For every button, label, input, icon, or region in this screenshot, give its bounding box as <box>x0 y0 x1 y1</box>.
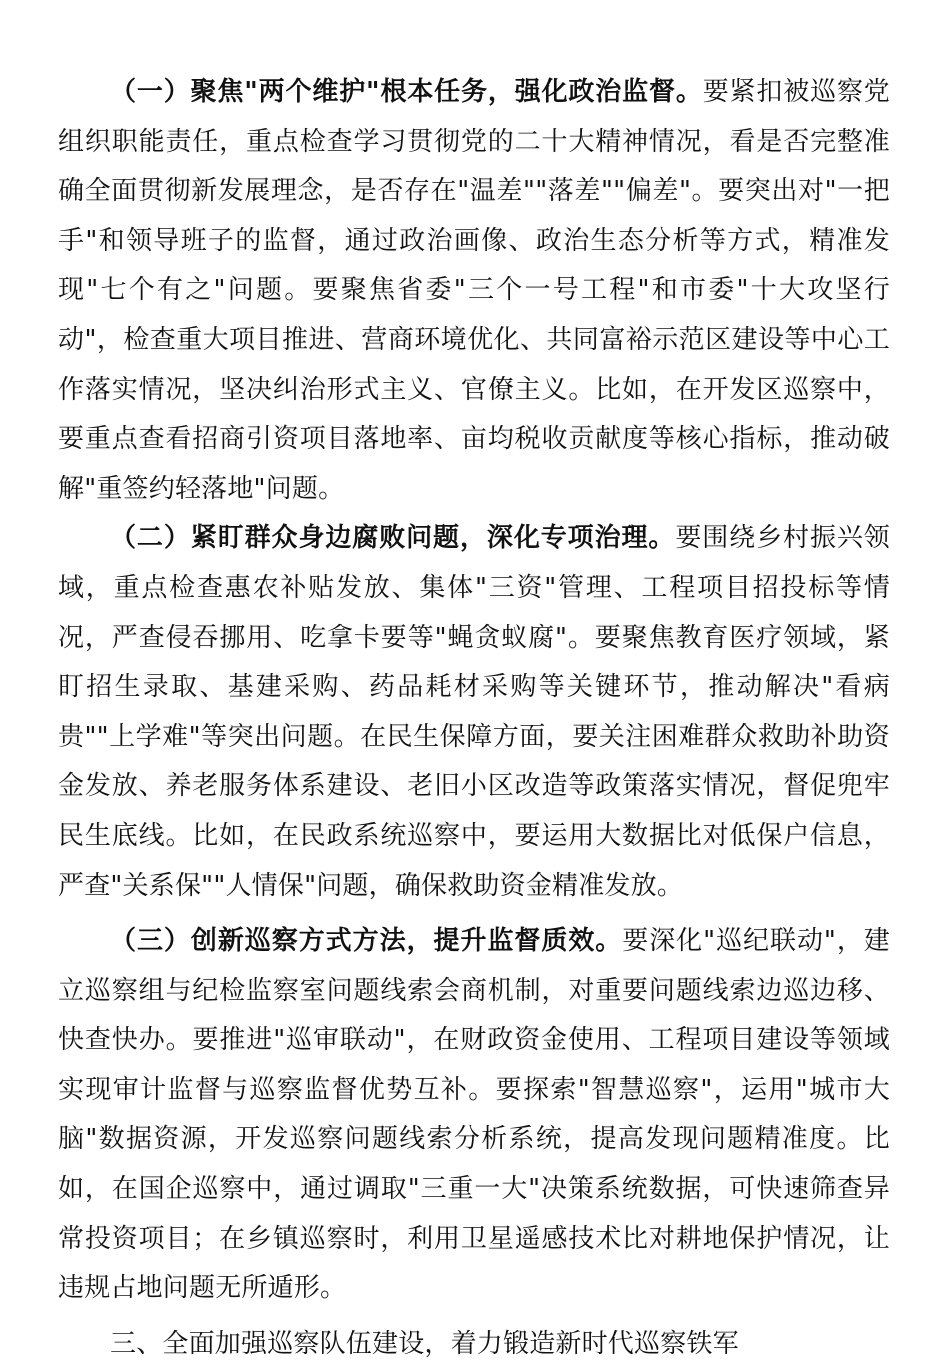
document-body <box>58 68 890 1369</box>
paragraph-political-supervision <box>58 68 890 514</box>
paragraph-corruption-governance <box>58 514 890 911</box>
section-heading: 三、全面加强巡察队伍建设，着力锻造新时代巡察铁军 <box>110 1328 739 1359</box>
paragraph-lead: （二）紧盯群众身边腐败问题，深化专项治理。 <box>110 523 676 554</box>
paragraph-lead: （三）创新巡察方式方法，提升监督质效。 <box>110 926 623 957</box>
paragraph-body: 要深化"巡纪联动"，建立巡察组与纪检监察室问题线索会商机制，对重要问题线索边巡边移、快查快办。要推进"巡审联动"，在财政资金使用、工程项目建设等领域实现审计监督与巡察监督优势互补。要探索"智慧巡察"，运用"城市大脑"数据资源，开发巡察问题线索分析系统，提高发现问题精准度。比如，在国企巡察中，通过调取"三重一大"决策系统数据，可快速筛查异常投资项目；在乡镇巡察时，利用卫星遥感技术比对耕地保护情况，让违规占地问题无所遁形。 <box>58 926 890 1304</box>
paragraph-lead: （一）聚焦"两个维护"根本任务，强化政治监督。 <box>110 77 703 107</box>
paragraph-body: 要围绕乡村振兴领域，重点检查惠农补贴发放、集体"三资"管理、工程项目招投标等情况，严查侵吞挪用、吃拿卡要等"蝇贪蚁腐"。要聚焦教育医疗领域，紧盯招生录取、基建采购、药品耗材采购等关键环节，推动解决"看病贵""上学难"等突出问题。在民生保障方面，要关注困难群众救助补助资金发放、养老服务体系建设、老旧小区改造等政策落实情况，督促兜牢民生底线。比如，在民政系统巡察中，要运用大数据比对低保户信息，严查"关系保""人情保"问题，确保救助资金精准发放。 <box>58 523 890 901</box>
paragraph-body: 要紧扣被巡察党组织职能责任，重点检查学习贯彻党的二十大精神情况，看是否完整准确全面贯彻新发展理念，是否存在"温差""落差""偏差"。要突出对"一把手"和领导班子的监督，通过政治画像、政治生态分析等方式，精准发现"七个有之"问题。要聚焦省委"三个一号工程"和市委"十大攻坚行动"，检查重大项目推进、营商环境优化、共同富裕示范区建设等中心工作落实情况，坚决纠治形式主义、官僚主义。比如，在开发区巡察中，要重点查看招商引资项目落地率、亩均税收贡献度等核心指标，推动破解"重签约轻落地"问题。 <box>58 77 890 504</box>
paragraph-inspection-methods <box>58 917 890 1314</box>
